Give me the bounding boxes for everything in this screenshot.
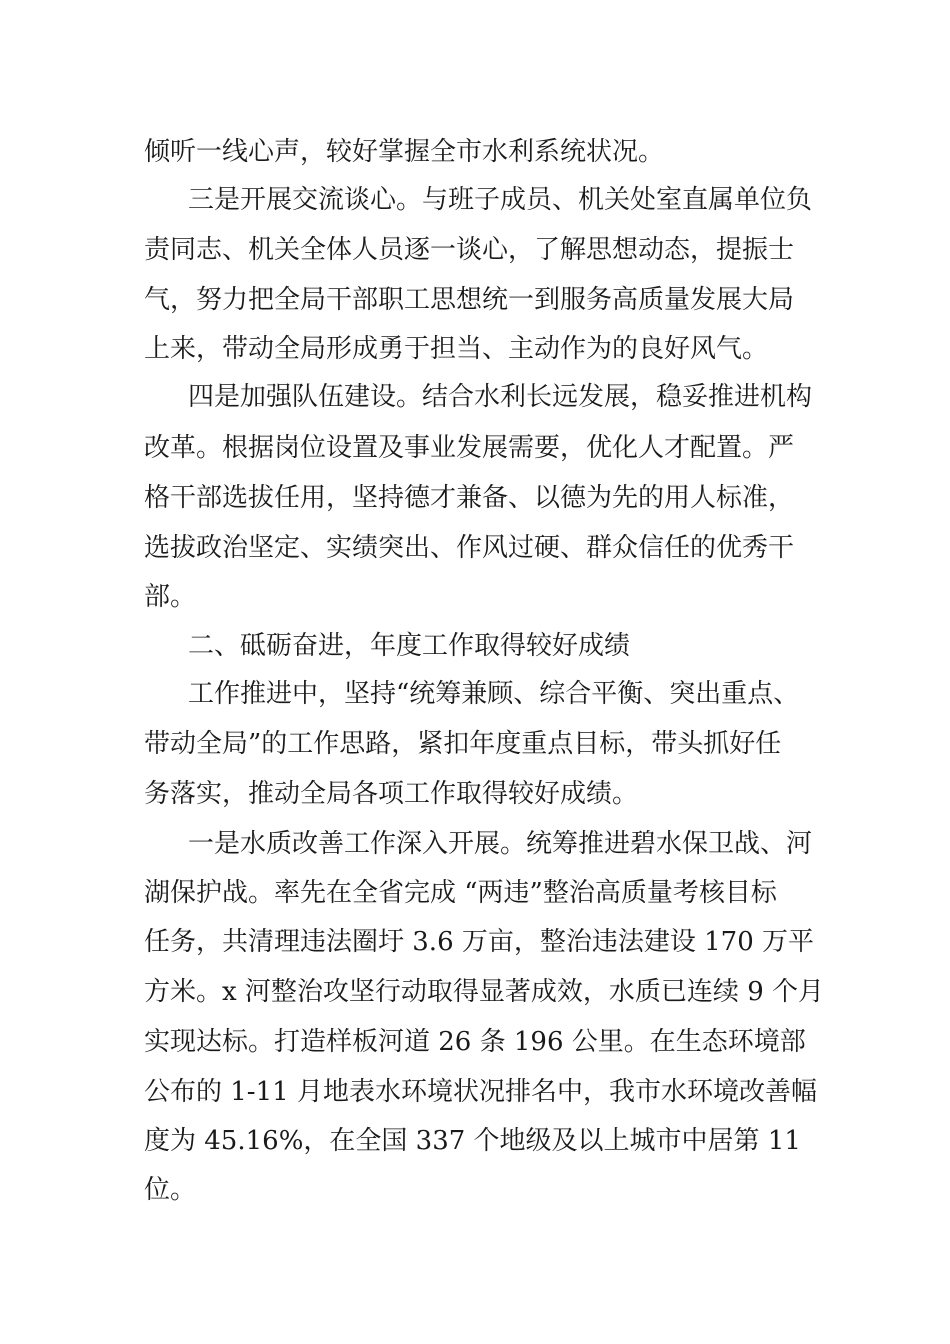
text-line: 改革。根据岗位设置及事业发展需要，优化人才配置。严 — [144, 433, 795, 463]
text-line: 选拔政治坚定、实绩突出、作风过硬、群众信任的优秀干 — [144, 533, 795, 563]
text-line: 度为 45.16%，在全国 337 个地级及以上城市中居第 11 — [144, 1126, 801, 1156]
text-line: 带动全局”的工作思路，紧扣年度重点目标，带头抓好任 — [144, 729, 782, 759]
text-line: 气，努力把全局干部职工思想统一到服务高质量发展大局 — [144, 285, 795, 315]
paragraph-first-line: 工作推进中，坚持“统筹兼顾、综合平衡、突出重点、 — [188, 679, 800, 709]
text-line: 部。 — [144, 582, 197, 612]
paragraph-first-line: 四是加强队伍建设。结合水利长远发展，稳妥推进机构 — [188, 382, 813, 412]
text-line: 方米。x 河整治攻坚行动取得显著成效，水质已连续 9 个月 — [144, 977, 824, 1007]
text-line: 实现达标。打造样板河道 26 条 196 公里。在生态环境部 — [144, 1027, 806, 1057]
text-line: 任务，共清理违法圈圩 3.6 万亩，整治违法建设 170 万平 — [144, 927, 815, 957]
section-heading: 二、砥砺奋进，年度工作取得较好成绩 — [188, 631, 631, 661]
paragraph-first-line: 一是水质改善工作深入开展。统筹推进碧水保卫战、河 — [188, 829, 813, 859]
text-line: 倾听一线心声，较好掌握全市水利系统状况。 — [144, 137, 665, 167]
paragraph-first-line: 三是开展交流谈心。与班子成员、机关处室直属单位负 — [188, 185, 813, 215]
text-line: 公布的 1-11 月地表水环境状况排名中，我市水环境改善幅 — [144, 1077, 817, 1107]
text-line: 格干部选拔任用，坚持德才兼备、以德为先的用人标准， — [144, 483, 795, 513]
text-line: 湖保护战。率先在全省完成 “两违”整治高质量考核目标 — [144, 878, 777, 908]
text-line: 位。 — [144, 1175, 197, 1205]
text-line: 务落实，推动全局各项工作取得较好成绩。 — [144, 779, 639, 809]
text-line: 上来，带动全局形成勇于担当、主动作为的良好风气。 — [144, 334, 769, 364]
text-line: 责同志、机关全体人员逐一谈心，了解思想动态，提振士 — [144, 235, 795, 265]
